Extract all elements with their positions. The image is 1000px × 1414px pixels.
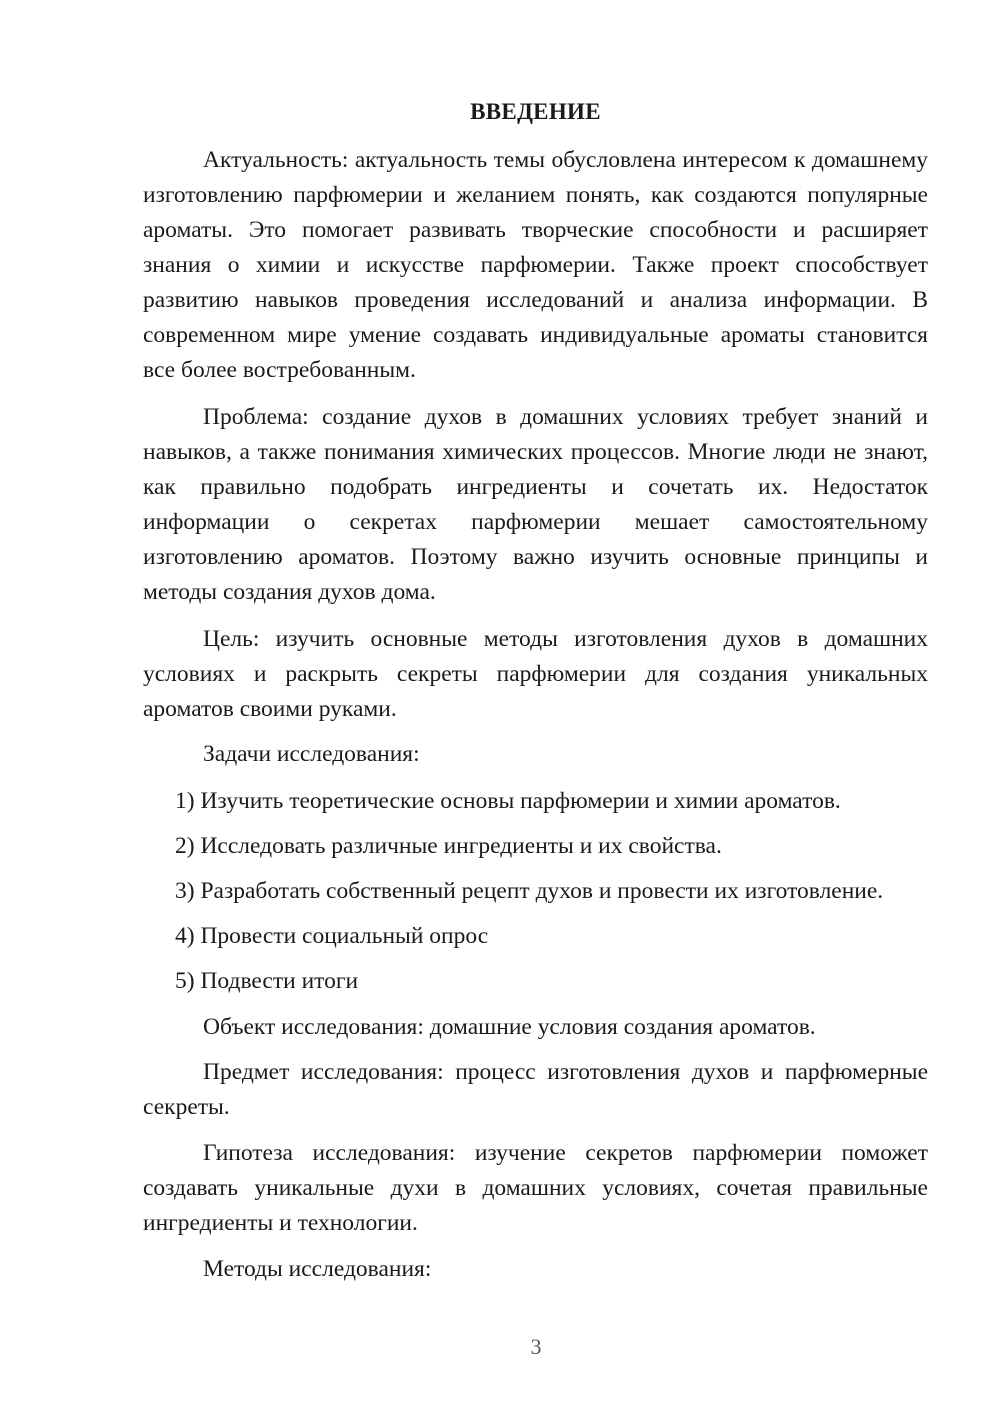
- paragraph-relevance: Актуальность: актуальность темы обусловлена интересом к домашнему изготовлению парфюмерии и желанием понять, как создаются популярные ароматы. Это помогает развивать творческие способности и расширяет знания о химии и искусстве парфюмерии. Также проект способствует развитию навыков проведения исследований и анализа информации. В современном мире умение создавать индивидуальные ароматы становится все более востребованным.: [143, 147, 928, 383]
- page-number: 3: [530, 1334, 542, 1359]
- methods-heading: Методы исследования:: [203, 1256, 432, 1282]
- task-item-3: 3) Разработать собственный рецепт духов и провести их изготовление.: [175, 878, 884, 904]
- tasks-heading: Задачи исследования:: [203, 741, 420, 767]
- paragraph-subject: Предмет исследования: процесс изготовления духов и парфюмерные секреты.: [143, 1059, 928, 1120]
- paragraph-object: Объект исследования: домашние условия создания ароматов.: [203, 1014, 816, 1040]
- paragraph-hypothesis: Гипотеза исследования: изучение секретов парфюмерии поможет создавать уникальные духи в домашних условиях, сочетая правильные ингредиенты и технологии.: [143, 1140, 928, 1236]
- task-item-2: 2) Исследовать различные ингредиенты и их свойства.: [175, 833, 722, 859]
- paragraph-problem: Проблема: создание духов в домашних условиях требует знаний и навыков, а также понимания химических процессов. Многие люди не знают, как правильно подобрать ингредиенты и сочетать их. Недостаток информации о секретах парфюмерии мешает самостоятельному изготовлению ароматов. Поэтому важно изучить основные принципы и методы создания духов дома.: [143, 404, 928, 605]
- task-item-5: 5) Подвести итоги: [175, 968, 359, 994]
- paragraph-goal: Цель: изучить основные методы изготовления духов в домашних условиях и раскрыть секреты парфюмерии для создания уникальных ароматов своими руками.: [143, 626, 928, 722]
- section-title: ВВЕДЕНИЕ: [470, 99, 601, 124]
- task-item-1: 1) Изучить теоретические основы парфюмерии и химии ароматов.: [175, 788, 841, 814]
- task-item-4: 4) Провести социальный опрос: [175, 923, 489, 949]
